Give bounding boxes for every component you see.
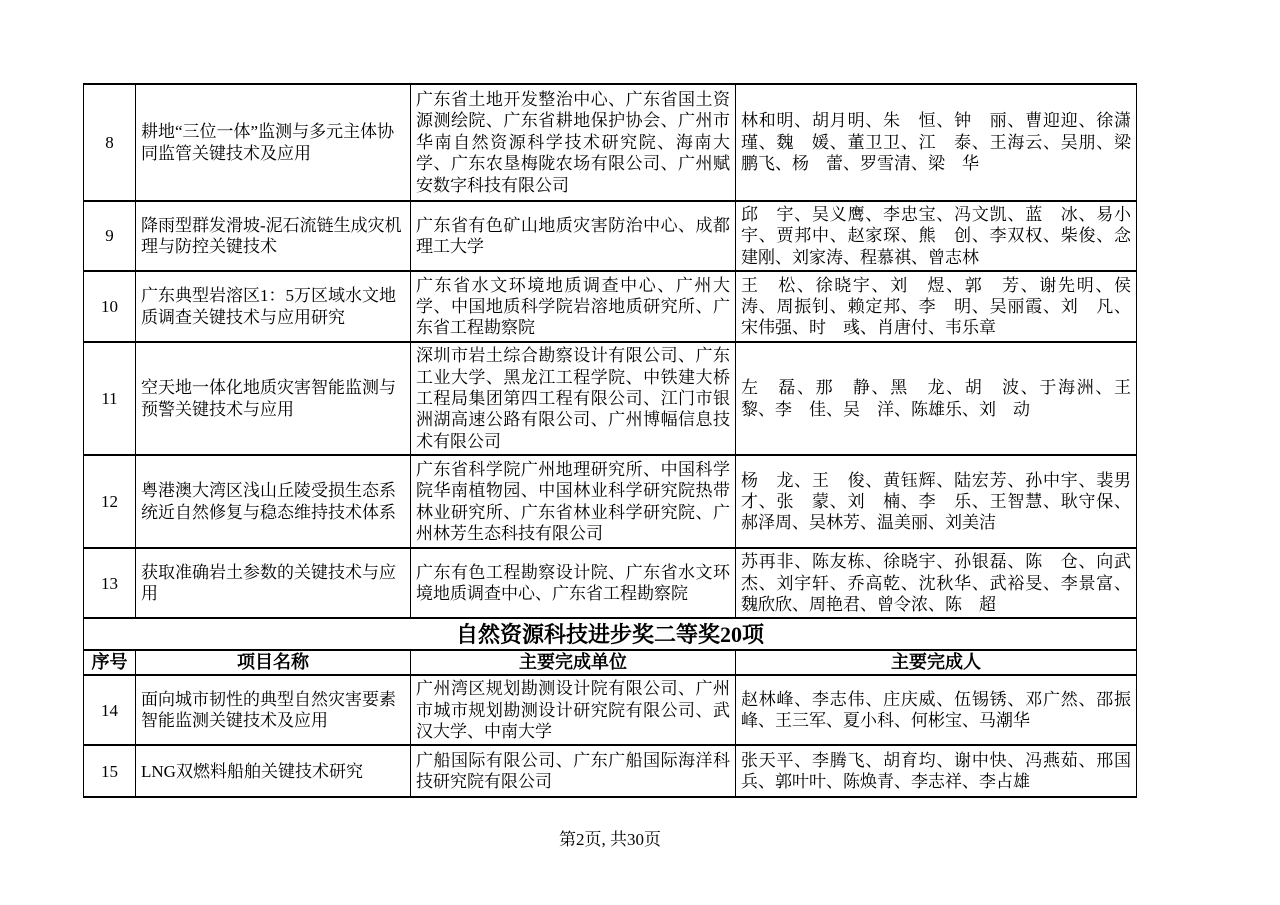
- cell-units: 广东省土地开发整治中心、广东省国土资源测绘院、广东省耕地保护协会、广州市华南自然资源科学技术研究院、海南大学、广东农垦梅陇农场有限公司、广州赋安数字科技有限公司: [411, 84, 736, 201]
- cell-serial: 8: [84, 84, 136, 201]
- cell-project-name: 降雨型群发滑坡-泥石流链生成灾机理与防控关键技术: [136, 201, 411, 271]
- awards-table: [83, 83, 1137, 798]
- table-row: [84, 675, 1137, 745]
- cell-units: 广船国际有限公司、广东广船国际海洋科技研究院有限公司: [411, 745, 736, 797]
- column-header-people: 主要完成人: [736, 650, 1137, 675]
- cell-serial: 9: [84, 201, 136, 271]
- cell-project-name: 粤港澳大湾区浅山丘陵受损生态系统近自然修复与稳态维持技术体系: [136, 455, 411, 548]
- cell-project-name: LNG双燃料船舶关键技术研究: [136, 745, 411, 797]
- cell-serial: 14: [84, 675, 136, 745]
- cell-project-name: 空天地一体化地质灾害智能监测与预警关键技术与应用: [136, 342, 411, 455]
- cell-people: 林和明、胡月明、朱 恒、钟 丽、曹迎迎、徐潇瑾、魏 媛、董卫卫、江 泰、王海云、吴朋、梁鹏飞、杨 蕾、罗雪清、梁 华: [736, 84, 1137, 201]
- cell-project-name: 面向城市韧性的典型自然灾害要素智能监测关键技术及应用: [136, 675, 411, 745]
- cell-units: 广东省水文环境地质调查中心、广州大学、中国地质科学院岩溶地质研究所、广东省工程勘察院: [411, 271, 736, 342]
- column-header-serial: 序号: [84, 650, 136, 675]
- cell-people: 左 磊、那 静、黑 龙、胡 波、于海洲、王黎、李 佳、吴 洋、陈雄乐、刘 动: [736, 342, 1137, 455]
- cell-serial: 10: [84, 271, 136, 342]
- cell-serial: 13: [84, 548, 136, 618]
- cell-people: 王 松、徐晓宇、刘 煜、郭 芳、谢先明、侯涛、周振钊、赖定邦、李 明、吴丽霞、刘 凡、宋伟强、时 彧、肖唐付、韦乐章: [736, 271, 1137, 342]
- cell-project-name: 获取准确岩土参数的关键技术与应用: [136, 548, 411, 618]
- section-title-row: [84, 618, 1137, 650]
- cell-units: 广东省科学院广州地理研究所、中国科学院华南植物园、中国林业科学研究院热带林业研究所、广东省林业科学研究院、广州林芳生态科技有限公司: [411, 455, 736, 548]
- column-header-row: [84, 650, 1137, 675]
- cell-people: 邱 宇、吴义鹰、李忠宝、冯文凯、蓝 冰、易小宇、贾邦中、赵家琛、熊 创、李双权、柴俊、念建刚、刘家涛、程慕祺、曾志林: [736, 201, 1137, 271]
- page-footer: 第2页, 共30页: [559, 830, 661, 849]
- cell-people: 苏再非、陈友栋、徐晓宇、孙银磊、陈 仓、向武杰、刘宇轩、乔高乾、沈秋华、武裕旻、李景富、魏欣欣、周艳君、曾令浓、陈 超: [736, 548, 1137, 618]
- table-row: [84, 84, 1137, 201]
- cell-people: 赵林峰、李志伟、庄庆威、伍锡锈、邓广然、邵振峰、王三军、夏小科、何彬宝、马潮华: [736, 675, 1137, 745]
- cell-units: 广州湾区规划勘测设计院有限公司、广州市城市规划勘测设计研究院有限公司、武汉大学、中南大学: [411, 675, 736, 745]
- table-row: [84, 201, 1137, 271]
- cell-project-name: 耕地“三位一体”监测与多元主体协同监管关键技术及应用: [136, 84, 411, 201]
- cell-serial: 12: [84, 455, 136, 548]
- section-title: 自然资源科技进步奖二等奖20项: [84, 618, 1137, 650]
- column-header-project-name: 项目名称: [136, 650, 411, 675]
- cell-project-name: 广东典型岩溶区1：5万区域水文地质调查关键技术与应用研究: [136, 271, 411, 342]
- table-row: [84, 455, 1137, 548]
- table-row: [84, 548, 1137, 618]
- cell-people: 杨 龙、王 俊、黄钰辉、陆宏芳、孙中宇、裴男才、张 蒙、刘 楠、李 乐、王智慧、耿守保、郝泽周、吴林芳、温美丽、刘美洁: [736, 455, 1137, 548]
- cell-serial: 15: [84, 745, 136, 797]
- cell-units: 深圳市岩土综合勘察设计有限公司、广东工业大学、黑龙江工程学院、中铁建大桥工程局集团第四工程有限公司、江门市银洲湖高速公路有限公司、广州博幅信息技术有限公司: [411, 342, 736, 455]
- table-row: [84, 342, 1137, 455]
- cell-units: 广东有色工程勘察设计院、广东省水文环境地质调查中心、广东省工程勘察院: [411, 548, 736, 618]
- cell-people: 张天平、李腾飞、胡育均、谢中快、冯燕茹、邢国兵、郭叶叶、陈焕青、李志祥、李占雄: [736, 745, 1137, 797]
- table-row: [84, 745, 1137, 797]
- cell-serial: 11: [84, 342, 136, 455]
- column-header-units: 主要完成单位: [411, 650, 736, 675]
- cell-units: 广东省有色矿山地质灾害防治中心、成都理工大学: [411, 201, 736, 271]
- table-row: [84, 271, 1137, 342]
